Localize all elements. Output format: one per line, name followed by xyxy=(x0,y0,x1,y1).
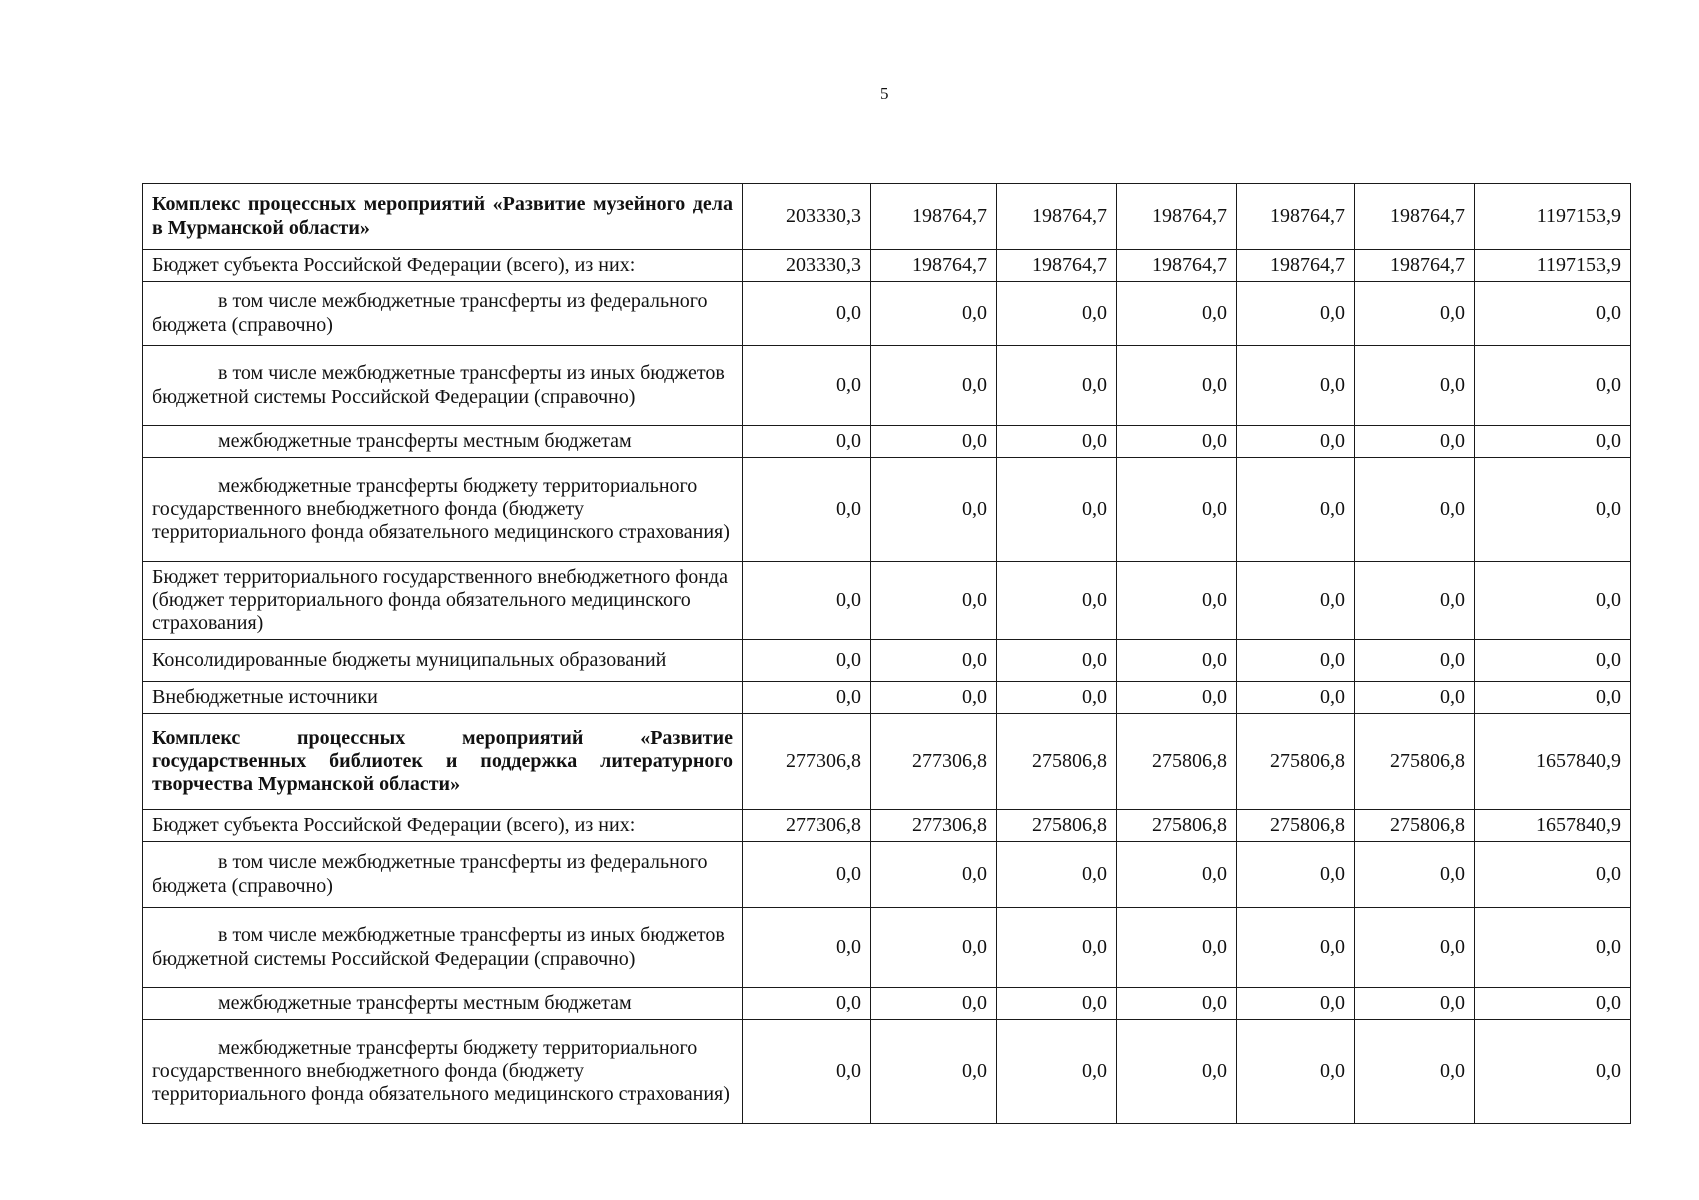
row-value: 0,0 xyxy=(1117,988,1237,1020)
row-value: 0,0 xyxy=(1355,1020,1475,1124)
row-label: межбюджетные трансферты местным бюджетам xyxy=(143,988,743,1020)
row-label: в том числе межбюджетные трансферты из федерального бюджета (справочно) xyxy=(143,842,743,908)
table-row xyxy=(143,842,1631,908)
row-value: 275806,8 xyxy=(1117,810,1237,842)
row-label: в том числе межбюджетные трансферты из федерального бюджета (справочно) xyxy=(143,282,743,346)
row-value: 275806,8 xyxy=(1117,714,1237,810)
row-value: 275806,8 xyxy=(1355,714,1475,810)
row-value: 277306,8 xyxy=(871,810,997,842)
row-value: 198764,7 xyxy=(1117,184,1237,250)
row-value: 0,0 xyxy=(1355,988,1475,1020)
page-number: 5 xyxy=(880,84,889,103)
row-value: 0,0 xyxy=(871,908,997,988)
row-value: 0,0 xyxy=(1355,458,1475,562)
row-value: 0,0 xyxy=(997,426,1117,458)
row-value: 0,0 xyxy=(1117,908,1237,988)
row-value: 0,0 xyxy=(1355,640,1475,682)
row-value: 0,0 xyxy=(1475,640,1631,682)
row-value: 198764,7 xyxy=(997,184,1117,250)
row-value: 1657840,9 xyxy=(1475,810,1631,842)
row-value: 1197153,9 xyxy=(1475,250,1631,282)
row-value: 0,0 xyxy=(743,1020,871,1124)
row-value: 0,0 xyxy=(1117,282,1237,346)
row-value: 0,0 xyxy=(1117,682,1237,714)
row-value: 0,0 xyxy=(1475,562,1631,640)
table-body xyxy=(143,184,1631,1124)
row-value: 198764,7 xyxy=(997,250,1117,282)
row-value: 0,0 xyxy=(997,1020,1117,1124)
row-value: 0,0 xyxy=(1475,458,1631,562)
row-value: 1197153,9 xyxy=(1475,184,1631,250)
row-value: 198764,7 xyxy=(1355,184,1475,250)
row-value: 0,0 xyxy=(1237,426,1355,458)
row-value: 275806,8 xyxy=(997,714,1117,810)
row-value: 0,0 xyxy=(1475,426,1631,458)
row-value: 198764,7 xyxy=(1237,250,1355,282)
row-value: 0,0 xyxy=(1117,842,1237,908)
row-value: 0,0 xyxy=(1355,842,1475,908)
row-value: 0,0 xyxy=(1355,908,1475,988)
row-value: 0,0 xyxy=(1237,908,1355,988)
row-label: Комплекс процессных мероприятий «Развитие музейного дела в Мурманской области» xyxy=(143,184,743,250)
row-value: 0,0 xyxy=(997,346,1117,426)
row-value: 0,0 xyxy=(1117,458,1237,562)
row-value: 275806,8 xyxy=(1237,714,1355,810)
row-value: 0,0 xyxy=(1237,282,1355,346)
row-value: 0,0 xyxy=(1475,682,1631,714)
table-row xyxy=(143,458,1631,562)
row-value: 0,0 xyxy=(743,988,871,1020)
table-row xyxy=(143,426,1631,458)
row-value: 198764,7 xyxy=(871,184,997,250)
row-value: 0,0 xyxy=(743,682,871,714)
row-value: 0,0 xyxy=(871,562,997,640)
row-value: 0,0 xyxy=(1117,640,1237,682)
table-row xyxy=(143,250,1631,282)
table-row xyxy=(143,282,1631,346)
row-value: 0,0 xyxy=(1237,458,1355,562)
row-value: 0,0 xyxy=(743,426,871,458)
row-label: в том числе межбюджетные трансферты из иных бюджетов бюджетной системы Российской Федерации (справочно) xyxy=(143,346,743,426)
row-value: 0,0 xyxy=(871,346,997,426)
row-value: 0,0 xyxy=(997,682,1117,714)
row-value: 0,0 xyxy=(1475,346,1631,426)
table-row xyxy=(143,988,1631,1020)
row-value: 0,0 xyxy=(871,842,997,908)
row-value: 0,0 xyxy=(997,640,1117,682)
row-value: 0,0 xyxy=(1475,988,1631,1020)
row-value: 0,0 xyxy=(871,1020,997,1124)
row-value: 0,0 xyxy=(1117,562,1237,640)
row-label: Бюджет субъекта Российской Федерации (всего), из них: xyxy=(143,250,743,282)
row-label: межбюджетные трансферты бюджету территориального государственного внебюджетного фонда (бюджету территориального фонда обязательного медицинского страхования) xyxy=(143,458,743,562)
row-value: 0,0 xyxy=(997,562,1117,640)
row-value: 0,0 xyxy=(743,908,871,988)
row-label: Бюджет территориального государственного внебюджетного фонда (бюджет территориального фонда обязательного медицинского страхования) xyxy=(143,562,743,640)
row-value: 198764,7 xyxy=(1117,250,1237,282)
row-value: 0,0 xyxy=(743,346,871,426)
row-label: Внебюджетные источники xyxy=(143,682,743,714)
row-value: 0,0 xyxy=(871,988,997,1020)
row-value: 0,0 xyxy=(743,842,871,908)
row-value: 0,0 xyxy=(1355,282,1475,346)
row-value: 277306,8 xyxy=(743,714,871,810)
table-row xyxy=(143,810,1631,842)
row-value: 198764,7 xyxy=(1355,250,1475,282)
row-value: 198764,7 xyxy=(1237,184,1355,250)
table-row xyxy=(143,908,1631,988)
table-row xyxy=(143,640,1631,682)
row-value: 0,0 xyxy=(1475,842,1631,908)
row-value: 203330,3 xyxy=(743,250,871,282)
row-value: 0,0 xyxy=(871,640,997,682)
row-value: 0,0 xyxy=(1475,282,1631,346)
row-value: 0,0 xyxy=(1237,988,1355,1020)
row-value: 0,0 xyxy=(1117,1020,1237,1124)
row-value: 0,0 xyxy=(1237,562,1355,640)
row-value: 277306,8 xyxy=(871,714,997,810)
row-value: 0,0 xyxy=(997,282,1117,346)
row-value: 0,0 xyxy=(1237,346,1355,426)
table-row xyxy=(143,562,1631,640)
row-value: 275806,8 xyxy=(997,810,1117,842)
row-value: 0,0 xyxy=(1237,1020,1355,1124)
row-value: 0,0 xyxy=(871,682,997,714)
row-value: 0,0 xyxy=(997,908,1117,988)
row-value: 0,0 xyxy=(743,640,871,682)
table-row xyxy=(143,346,1631,426)
row-label: межбюджетные трансферты местным бюджетам xyxy=(143,426,743,458)
row-value: 0,0 xyxy=(1355,426,1475,458)
row-value: 1657840,9 xyxy=(1475,714,1631,810)
budget-table xyxy=(142,183,1631,1124)
row-value: 0,0 xyxy=(743,458,871,562)
row-value: 0,0 xyxy=(1475,908,1631,988)
table-row xyxy=(143,1020,1631,1124)
row-value: 0,0 xyxy=(997,842,1117,908)
row-value: 0,0 xyxy=(1475,1020,1631,1124)
row-value: 0,0 xyxy=(1237,682,1355,714)
row-value: 0,0 xyxy=(1355,562,1475,640)
row-value: 0,0 xyxy=(1117,426,1237,458)
row-value: 0,0 xyxy=(1237,842,1355,908)
row-value: 0,0 xyxy=(871,426,997,458)
row-value: 203330,3 xyxy=(743,184,871,250)
table-row xyxy=(143,184,1631,250)
row-value: 0,0 xyxy=(871,458,997,562)
row-value: 198764,7 xyxy=(871,250,997,282)
row-label: межбюджетные трансферты бюджету территориального государственного внебюджетного фонда (бюджету территориального фонда обязательного медицинского страхования) xyxy=(143,1020,743,1124)
row-value: 0,0 xyxy=(997,988,1117,1020)
row-value: 0,0 xyxy=(1117,346,1237,426)
row-label: Консолидированные бюджеты муниципальных образований xyxy=(143,640,743,682)
row-value: 0,0 xyxy=(871,282,997,346)
row-value: 0,0 xyxy=(1355,682,1475,714)
row-value: 0,0 xyxy=(997,458,1117,562)
row-value: 275806,8 xyxy=(1355,810,1475,842)
row-label: Комплекс процессных мероприятий «Развитие государственных библиотек и поддержка литературного творчества Мурманской области» xyxy=(143,714,743,810)
row-value: 275806,8 xyxy=(1237,810,1355,842)
table-row xyxy=(143,682,1631,714)
row-value: 0,0 xyxy=(743,562,871,640)
row-label: Бюджет субъекта Российской Федерации (всего), из них: xyxy=(143,810,743,842)
row-value: 0,0 xyxy=(1355,346,1475,426)
row-value: 0,0 xyxy=(743,282,871,346)
row-value: 277306,8 xyxy=(743,810,871,842)
table-row xyxy=(143,714,1631,810)
row-label: в том числе межбюджетные трансферты из иных бюджетов бюджетной системы Российской Федерации (справочно) xyxy=(143,908,743,988)
row-value: 0,0 xyxy=(1237,640,1355,682)
